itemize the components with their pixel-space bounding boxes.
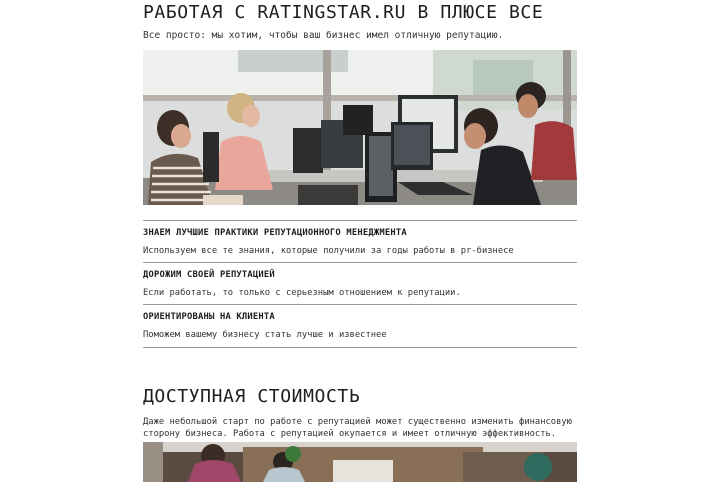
pricing-description: Даже небольшой старт по работе с репутацией может существенно изменить финансовую сторону бизнеса. Работа с репутацией окупается и имеет отличную эффективность. (143, 417, 572, 439)
feature-title: ДОРОЖИМ СВОЕЙ РЕПУТАЦИЕЙ (143, 270, 275, 280)
feature-text: Поможем вашему бизнесу стать лучше и известнее (143, 330, 387, 340)
page-title: РАБОТАЯ С RATINGSTAR.RU В ПЛЮСЕ ВСЕ (143, 2, 544, 23)
team-office-photo (143, 50, 577, 205)
feature-item-client (143, 304, 577, 348)
feature-title: ЗНАЕМ ЛУЧШИЕ ПРАКТИКИ РЕПУТАЦИОННОГО МЕНЕДЖМЕНТА (143, 228, 407, 238)
page-subtitle: Все просто: мы хотим, чтобы ваш бизнес имел отличную репутацию. (143, 30, 504, 41)
feature-item-reputation (143, 262, 577, 305)
feature-text: Если работать, то только с серьезным отношением к репутации. (143, 288, 461, 298)
section-title-pricing: ДОСТУПНАЯ СТОИМОСТЬ (143, 386, 361, 407)
feature-item-practices (143, 220, 577, 263)
feature-text: Используем все те знания, которые получили за годы работы в pr-бизнесе (143, 246, 514, 256)
team-meeting-photo (143, 442, 577, 482)
feature-title: ОРИЕНТИРОВАНЫ НА КЛИЕНТА (143, 312, 275, 322)
